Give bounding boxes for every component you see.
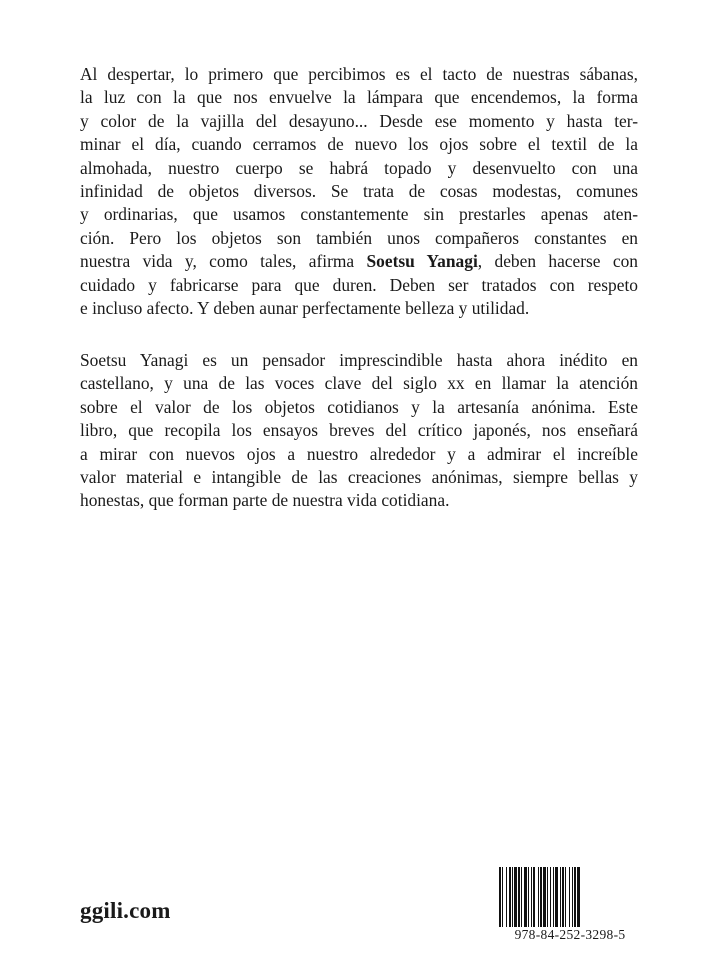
barcode-bar [524, 867, 527, 927]
text-line: valor material e intangible de las creaciones anónimas, siempre bellas y [80, 467, 638, 488]
barcode-bar [518, 867, 520, 927]
text-line: y ordinarias, que usamos constantemente sin prestarles apenas aten- [80, 204, 638, 225]
description-paragraph-1 [80, 63, 638, 320]
text-line: honestas, que forman parte de nuestra vida cotidiana. [80, 490, 450, 511]
barcode-bar [560, 867, 561, 927]
barcode-bar [540, 867, 542, 927]
barcode-bar [577, 867, 580, 927]
barcode-bar [506, 867, 507, 927]
text-line: cuidado y fabricarse para que duren. Deben ser tratados con respeto [80, 274, 638, 295]
barcode-bar [531, 867, 532, 927]
text-line: sobre el valor de los objetos cotidianos y la artesanía anónima. Este [80, 396, 638, 417]
publisher-website[interactable]: ggili.com [80, 898, 171, 923]
text-line: infinidad de objetos diversos. Se trata de cosas modestas, comunes [80, 181, 638, 202]
text-line: libro, que recopila los ensayos breves del crítico japonés, nos enseñará [80, 420, 638, 441]
description-paragraph-2 [80, 349, 638, 513]
text-line: Soetsu Yanagi es un pensador imprescindible hasta ahora inédito en [80, 350, 638, 370]
text-line: e incluso afecto. Y deben aunar perfectamente belleza y utilidad. [80, 298, 530, 319]
text-segment: , deben hacerse con [477, 251, 638, 272]
text-line: la luz con la que nos envuelve la lámpara que encendemos, la forma [80, 87, 638, 108]
barcode-bar [550, 867, 551, 927]
barcode-bar [553, 867, 554, 927]
text-line: a mirar con nuevos ojos a nuestro alrededor y a admirar el increíble [80, 443, 638, 464]
barcode-bar [562, 867, 564, 927]
barcode-bar [572, 867, 573, 927]
barcode-bar [543, 867, 546, 927]
barcode-bar [538, 867, 539, 927]
text-line: minar el día, cuando cerramos de nuevo los ojos sobre el textil de la [80, 134, 638, 155]
barcode-bar [547, 867, 548, 927]
text-segment: nuestra vida y, como tales, afirma [80, 251, 367, 272]
barcode-bar [521, 867, 522, 927]
text-line: y color de la vajilla del desayuno... Desde ese momento y hasta ter- [80, 110, 638, 131]
barcode-bar [574, 867, 576, 927]
barcode-bar [512, 867, 513, 927]
barcode-bar [528, 867, 529, 927]
text-line-with-author [80, 250, 638, 273]
text-line: ción. Pero los objetos son también unos compañeros constantes en [80, 227, 638, 248]
barcode-bar [499, 867, 501, 927]
barcode-bar [514, 867, 517, 927]
isbn-number: 978-84-252-3298-5 [514, 927, 626, 942]
barcode-bar [569, 867, 570, 927]
author-name: Soetsu Yanagi [366, 251, 478, 272]
barcode-bar [533, 867, 535, 927]
text-line: castellano, y una de las voces clave del siglo xx en llamar la atención [80, 373, 638, 394]
barcode-bar [502, 867, 503, 927]
text-line: almohada, nuestro cuerpo se habrá topado y desenvuelto con una [80, 157, 638, 178]
text-line: Al despertar, lo primero que percibimos es el tacto de nuestras sábanas, [80, 64, 638, 84]
barcode-bar [555, 867, 558, 927]
isbn-barcode [499, 867, 639, 927]
barcode-bar [509, 867, 511, 927]
barcode-bar [565, 867, 566, 927]
